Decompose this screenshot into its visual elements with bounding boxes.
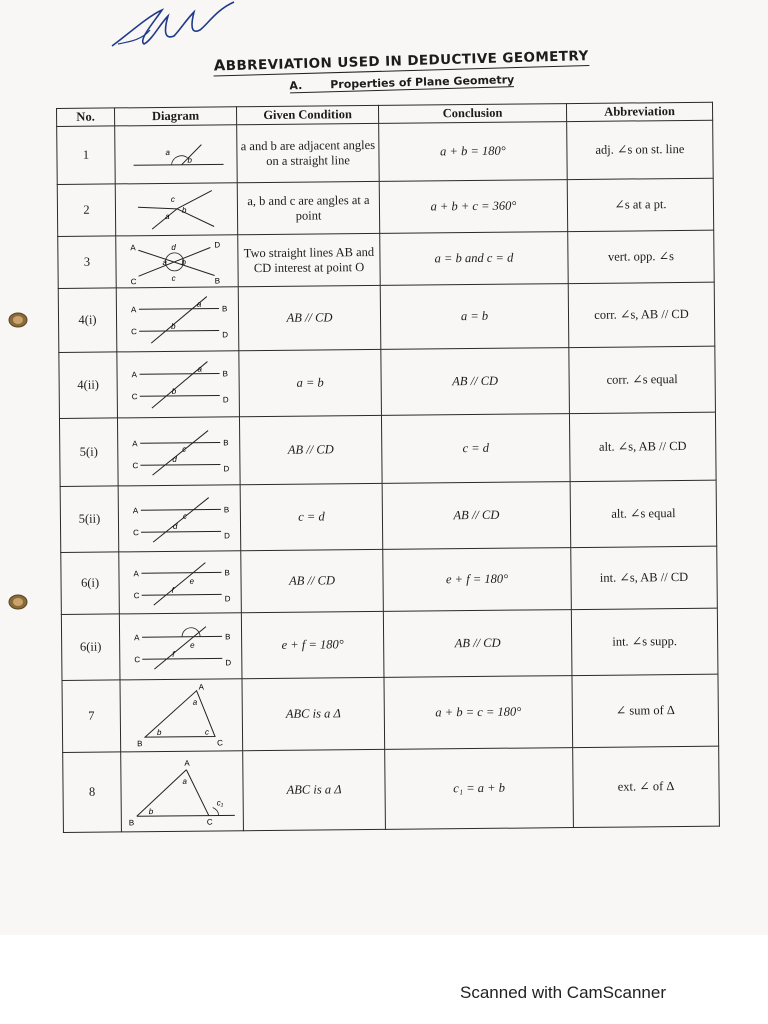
diagram-cell	[118, 485, 241, 552]
point-label: D	[223, 530, 230, 540]
alternate-angles-diagram	[124, 426, 234, 477]
diagram-cell	[121, 751, 244, 832]
given-condition: ABC is a Δ	[243, 749, 386, 830]
table-row	[58, 230, 714, 288]
point-label: A	[198, 682, 204, 692]
row-number: 6(ii)	[61, 614, 120, 681]
point-label: D	[224, 657, 231, 667]
angle-label: a	[196, 364, 202, 374]
scanner-watermark: Scanned with CamScanner	[460, 983, 667, 1002]
point-label: C	[206, 817, 213, 827]
header-conclusion: Conclusion	[378, 104, 566, 124]
header-abbreviation: Abbreviation	[566, 102, 712, 121]
row-number: 5(i)	[59, 418, 118, 487]
point-label: C	[131, 460, 138, 470]
vertically-opposite-angles-diagram	[122, 237, 232, 286]
given-condition: e + f = 180°	[241, 611, 384, 678]
table-row	[61, 546, 718, 614]
point-label: C	[132, 527, 139, 537]
conclusion: a + b + c = 360°	[379, 180, 567, 234]
point-label: C	[216, 737, 223, 747]
point-label: C	[133, 654, 140, 664]
point-label: B	[128, 817, 134, 827]
abbreviation: vert. opp. ∠s	[568, 230, 714, 283]
point-label: D	[221, 329, 228, 339]
point-label: A	[131, 438, 138, 448]
point-label: C	[130, 326, 137, 336]
angle-label: d	[170, 242, 176, 252]
corresponding-angles-diagram	[122, 294, 232, 345]
adjacent-angles-diagram	[121, 132, 231, 177]
angle-label: b	[148, 806, 153, 816]
angle-label: a	[181, 776, 187, 786]
alternate-angles-diagram	[124, 493, 234, 544]
title-block	[196, 45, 607, 96]
abbreviation: ∠ sum of Δ	[572, 674, 719, 747]
angle-label: e	[189, 576, 194, 586]
table-row	[58, 282, 715, 352]
given-condition: a and b are adjacent angles on a straight line	[237, 123, 380, 182]
row-number: 5(ii)	[60, 486, 119, 553]
conclusion: c₁ = a + b	[385, 748, 574, 830]
diagram-cell	[120, 679, 243, 752]
point-label: B	[222, 368, 228, 378]
conclusion: a = b and c = d	[380, 232, 568, 286]
punch-hole-icon	[6, 310, 28, 330]
angle-label: c	[170, 194, 175, 204]
angle-label: b	[180, 257, 186, 267]
angle-label: b	[171, 386, 176, 396]
point-label: D	[222, 394, 229, 404]
angle-label: c₁	[216, 797, 223, 807]
punch-hole-icon	[6, 592, 28, 612]
point-label: A	[132, 505, 138, 515]
given-condition: Two straight lines AB and CD interest at point O	[238, 233, 380, 286]
abbreviation: alt. ∠s, AB // CD	[569, 412, 716, 481]
diagram-cell	[117, 351, 240, 418]
given-condition: a = b	[239, 349, 382, 416]
angle-label: b	[186, 155, 192, 165]
diagram-cell	[116, 235, 238, 288]
conclusion: a + b = c = 180°	[384, 676, 573, 750]
angle-label: f	[171, 649, 175, 659]
point-label: B	[136, 738, 142, 748]
point-label: B	[214, 275, 220, 285]
given-condition: AB // CD	[241, 549, 384, 612]
abbreviation: int. ∠s supp.	[571, 608, 718, 675]
row-number: 1	[57, 126, 116, 185]
point-label: C	[131, 391, 138, 401]
table-row	[60, 480, 717, 552]
diagram-cell	[119, 613, 242, 680]
table-row	[59, 412, 716, 486]
conclusion: e + f = 180°	[383, 548, 572, 612]
abbreviation: corr. ∠s equal	[569, 346, 716, 413]
angles-at-point-diagram	[121, 186, 231, 233]
table-row	[57, 178, 713, 236]
row-number: 6(i)	[61, 552, 120, 615]
point-label: A	[133, 632, 139, 642]
diagram-cell	[116, 287, 239, 352]
point-label: B	[221, 303, 227, 313]
angle-label: a	[192, 697, 197, 707]
table-row	[59, 346, 716, 418]
abbreviation-table	[56, 102, 720, 833]
row-number: 4(i)	[58, 288, 117, 353]
conclusion: AB // CD	[383, 610, 572, 678]
point-label: A	[183, 758, 190, 768]
angle-label: c	[204, 727, 209, 737]
row-number: 4(ii)	[59, 352, 118, 419]
point-label: C	[133, 590, 140, 600]
conclusion: AB // CD	[381, 348, 570, 416]
angle-label: d	[171, 454, 177, 464]
diagram-cell	[117, 417, 240, 486]
angle-label: f	[171, 585, 174, 595]
row-number: 2	[57, 184, 115, 237]
angle-label: e	[189, 640, 195, 650]
point-label: A	[130, 304, 136, 314]
angle-label: c	[181, 444, 186, 454]
angle-label: a	[164, 211, 170, 221]
angle-label: c	[171, 273, 176, 283]
given-condition: AB // CD	[239, 415, 382, 484]
abbreviation: adj. ∠s on st. line	[567, 120, 714, 179]
header-no: No.	[57, 108, 115, 127]
angle-label: b	[170, 321, 176, 331]
conclusion: AB // CD	[382, 482, 571, 550]
point-label: B	[223, 504, 229, 514]
angle-label: d	[172, 521, 178, 531]
point-label: A	[129, 242, 136, 252]
conclusion: a + b = 180°	[379, 122, 568, 182]
abbreviation: alt. ∠s equal	[570, 480, 717, 547]
point-label: B	[222, 437, 229, 447]
angle-label: b	[181, 205, 186, 215]
table-row	[57, 120, 714, 184]
abbreviation: ∠s at a pt.	[567, 178, 713, 231]
angle-label: c	[182, 511, 187, 521]
handwritten-signature	[108, 0, 238, 52]
table-row	[62, 674, 719, 752]
document-title: ABBREVIATION USED IN DEDUCTIVE GEOMETRY	[213, 48, 589, 75]
angle-label: b	[156, 727, 161, 737]
given-condition: ABC is a Δ	[242, 677, 385, 750]
point-label: A	[131, 369, 137, 379]
interior-angles-diagram	[125, 558, 235, 607]
given-condition: c = d	[240, 483, 383, 550]
point-label: D	[224, 593, 231, 603]
point-label: A	[132, 568, 139, 578]
abbreviation: ext. ∠ of Δ	[573, 746, 720, 827]
abbreviation: int. ∠s, AB // CD	[571, 546, 718, 609]
table-row	[63, 746, 720, 832]
geometry-table-wrapper	[56, 102, 720, 833]
point-label: C	[130, 276, 136, 286]
exterior-angle-diagram	[124, 755, 241, 828]
given-condition: AB // CD	[238, 285, 381, 350]
section-title: Properties of Plane Geometry	[330, 73, 515, 92]
row-number: 8	[63, 752, 122, 833]
point-label: D	[213, 239, 220, 249]
section-label: A.	[289, 79, 303, 93]
diagram-cell	[119, 551, 242, 614]
interior-angles-diagram	[125, 622, 235, 671]
section-heading	[289, 73, 514, 93]
header-given-condition: Given Condition	[236, 105, 378, 124]
diagram-cell	[115, 183, 237, 236]
point-label: B	[223, 567, 230, 577]
point-label: D	[222, 463, 229, 473]
triangle-angle-sum-diagram	[126, 682, 237, 749]
row-number: 3	[58, 236, 116, 289]
header-diagram: Diagram	[115, 107, 237, 126]
angle-label: a	[196, 299, 201, 309]
table-row	[61, 608, 718, 680]
row-number: 7	[62, 680, 121, 753]
point-label: B	[224, 631, 230, 641]
angle-label: a	[164, 147, 170, 157]
conclusion: c = d	[381, 414, 570, 484]
corresponding-angles-diagram	[123, 359, 233, 410]
conclusion: a = b	[380, 284, 569, 350]
angle-label: a	[161, 257, 167, 267]
given-condition: a, b and c are angles at a point	[237, 181, 379, 234]
diagram-cell	[115, 125, 238, 184]
abbreviation: corr. ∠s, AB // CD	[568, 282, 715, 347]
